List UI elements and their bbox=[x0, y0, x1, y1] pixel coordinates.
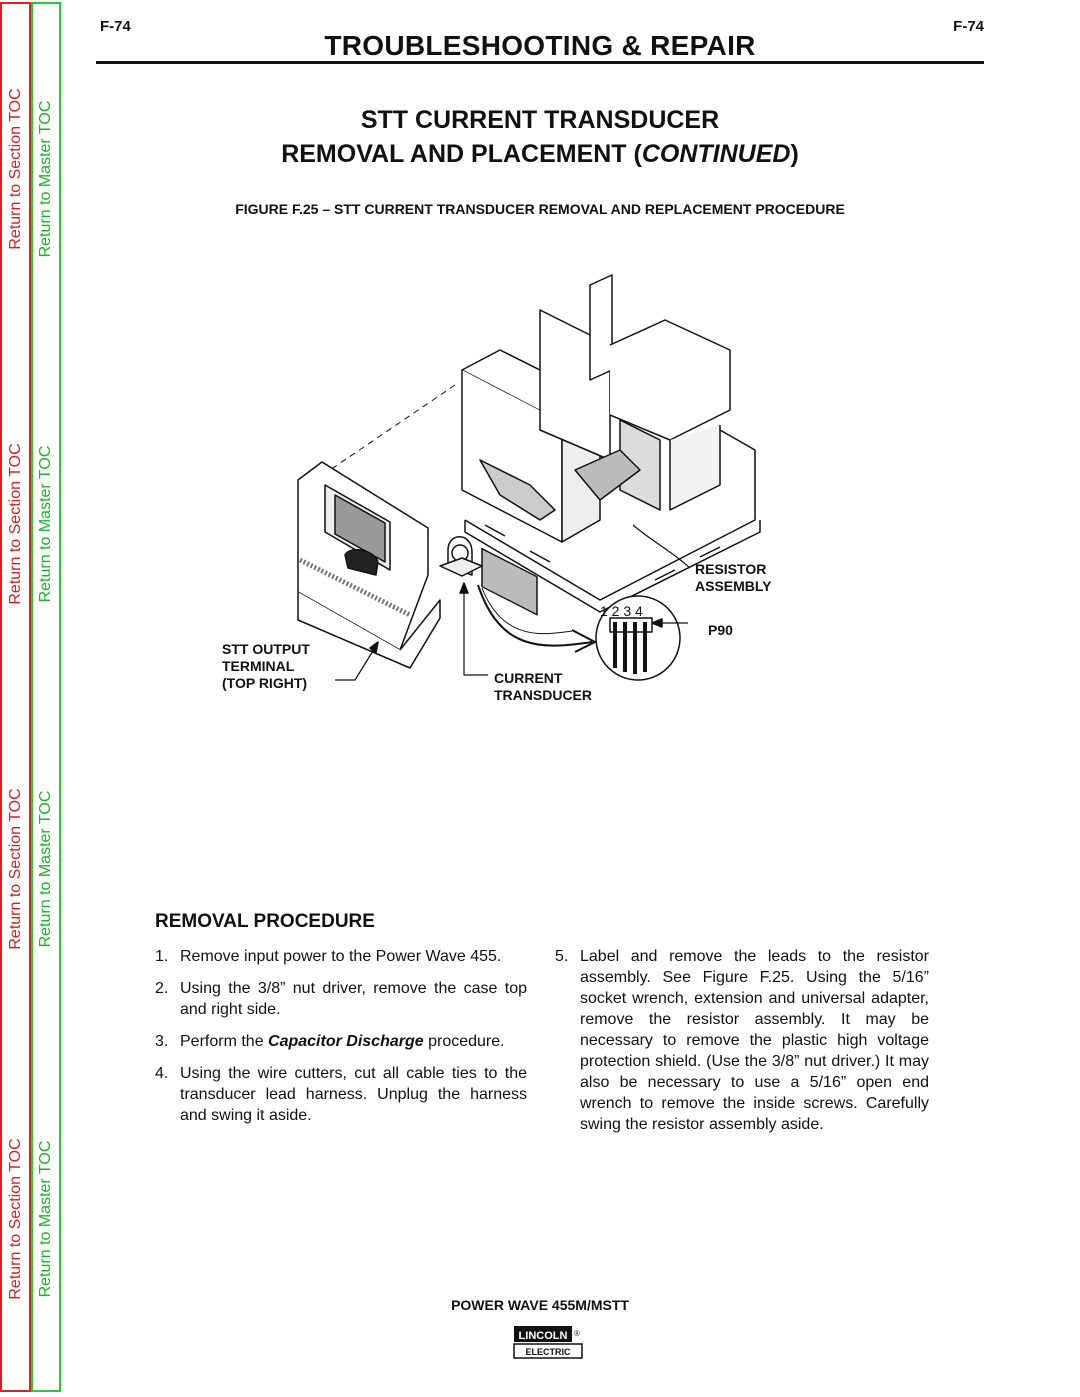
current-transducer-label: CURRENT TRANSDUCER bbox=[494, 670, 592, 703]
section-toc-strip bbox=[0, 2, 31, 1392]
pin-number-label: 1 2 3 4 bbox=[600, 603, 643, 619]
master-toc-strip bbox=[31, 2, 61, 1392]
procedure-step: 5. Label and remove the leads to the resistor assembly. See Figure F.25. Using the 5/16” socket wrench, extension and universal adapter, remove the resistor assembly. It may be necessary to remove the plastic high voltage protection shield. (Use the 3/8” nut driver.) It may also be necessary to use a 5/16” open end wrench to remove the inside screws. Carefully swing the resistor assembly aside. bbox=[555, 948, 929, 1133]
return-to-master-toc-link[interactable]: Return to Master TOC bbox=[37, 445, 54, 603]
page-title-line1: STT CURRENT TRANSDUCER bbox=[360, 106, 720, 134]
svg-text:ELECTRIC: ELECTRIC bbox=[525, 1347, 571, 1357]
capacitor-discharge-reference: Capacitor Discharge bbox=[268, 1033, 424, 1050]
procedure-step: 2. Using the 3/8” nut driver, remove the case top and right side. bbox=[155, 980, 527, 1018]
return-to-section-toc-link[interactable]: Return to Section TOC bbox=[6, 88, 24, 250]
procedure-step: 3. Perform the Capacitor Discharge procedure. bbox=[155, 1033, 505, 1050]
stt-output-terminal-label: STT OUTPUT TERMINAL (TOP RIGHT) bbox=[222, 641, 310, 691]
return-to-master-toc-link[interactable]: Return to Master TOC bbox=[37, 790, 54, 948]
procedure-step: 1. Remove input power to the Power Wave 455. bbox=[155, 948, 502, 965]
procedure-step: 4. Using the wire cutters, cut all cable ties to the transducer lead harness. Unplug the harness and swing it aside. bbox=[155, 1065, 527, 1124]
svg-text:®: ® bbox=[574, 1329, 580, 1338]
removal-procedure-heading: REMOVAL PROCEDURE bbox=[155, 911, 375, 932]
page-number-right: F-74 bbox=[953, 18, 984, 35]
page-title-line2: REMOVAL AND PLACEMENT (CONTINUED) bbox=[281, 140, 799, 168]
section-header-title: TROUBLESHOOTING & REPAIR bbox=[324, 30, 756, 61]
svg-text:LINCOLN: LINCOLN bbox=[518, 1330, 568, 1342]
resistor-assembly-label: RESISTOR ASSEMBLY bbox=[695, 561, 772, 594]
procedure-column-right bbox=[555, 946, 929, 1146]
return-to-section-toc-link[interactable]: Return to Section TOC bbox=[6, 1138, 24, 1300]
footer-model-name: POWER WAVE 455M/MSTT bbox=[451, 1297, 629, 1313]
figure-caption: FIGURE F.25 – STT CURRENT TRANSDUCER REMOVAL AND REPLACEMENT PROCEDURE bbox=[235, 201, 845, 217]
return-to-master-toc-link[interactable]: Return to Master TOC bbox=[37, 1140, 54, 1298]
return-to-master-toc-link[interactable]: Return to Master TOC bbox=[37, 100, 54, 258]
return-to-section-toc-link[interactable]: Return to Section TOC bbox=[6, 443, 24, 605]
p90-label: P90 bbox=[708, 622, 733, 638]
page-number-left: F-74 bbox=[100, 18, 131, 35]
figure-f25 bbox=[200, 270, 820, 720]
header-rule bbox=[96, 61, 984, 64]
procedure-column-left bbox=[155, 946, 527, 1137]
lincoln-electric-logo bbox=[512, 1324, 584, 1360]
title-continued: CONTINUED bbox=[641, 140, 791, 168]
return-to-section-toc-link[interactable]: Return to Section TOC bbox=[6, 788, 24, 950]
